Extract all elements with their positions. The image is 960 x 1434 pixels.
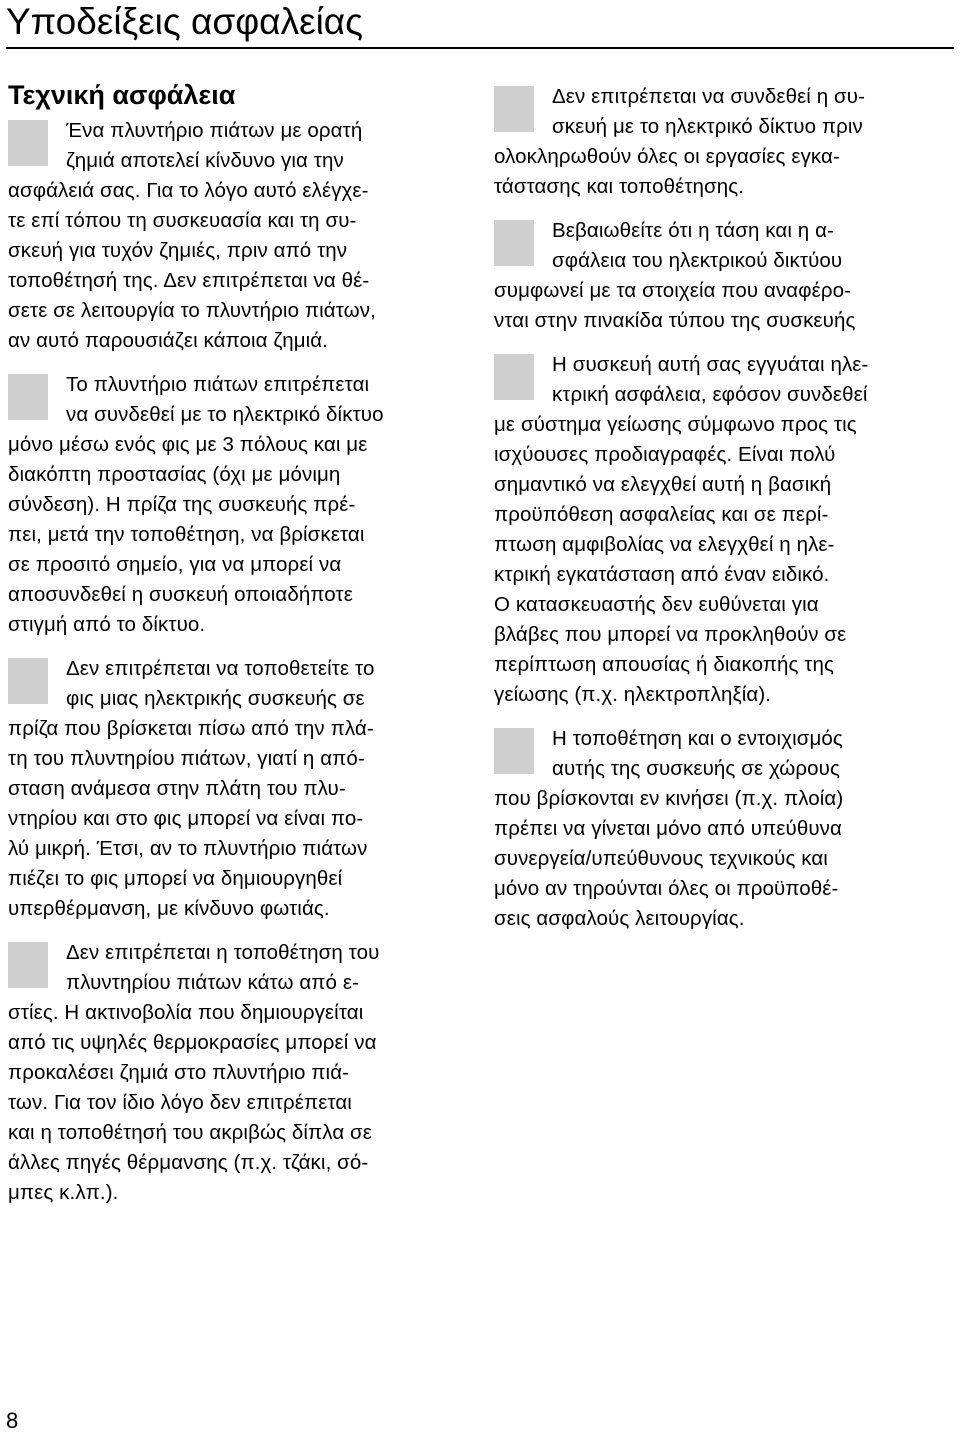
paragraph-line: των. Για τον ίδιο λόγο δεν επιτρέπεται	[8, 1091, 352, 1114]
paragraph-line: λύ μικρή. Έτσι, αν το πλυντήριο πιάτων	[8, 837, 368, 860]
paragraph-line: μπες κ.λπ.).	[8, 1181, 119, 1204]
paragraph-line: ζημιά αποτελεί κίνδυνο για την	[66, 149, 344, 172]
safety-paragraph	[494, 350, 954, 710]
paragraph-line: Δεν επιτρέπεται η τοποθέτηση του	[66, 941, 380, 964]
paragraph-line: πλυντηρίου πιάτων κάτω από ε-	[66, 971, 360, 994]
paragraph-line: Δεν επιτρέπεται να τοποθετείτε το	[66, 657, 375, 680]
paragraph-line: σημαντικό να ελεγχθεί αυτή η βασική	[494, 473, 832, 496]
paragraph-line: Το πλυντήριο πιάτων επιτρέπεται	[66, 373, 370, 396]
paragraph-line: Η συσκευή αυτή σας εγγυάται ηλε-	[552, 353, 869, 376]
paragraph-marker-icon	[8, 658, 48, 704]
page-title: Υποδείξεις ασφαλείας	[6, 1, 364, 42]
paragraph-line: με σύστημα γείωσης σύμφωνο προς τις	[494, 413, 857, 436]
paragraph-marker-icon	[494, 728, 534, 774]
paragraph-line: πρίζα που βρίσκεται πίσω από την πλά-	[8, 717, 374, 740]
safety-paragraph	[8, 938, 468, 1208]
paragraph-line: σεις ασφαλούς λειτουργίας.	[494, 907, 745, 930]
right-column	[494, 82, 954, 948]
paragraph-line: τε επί τόπου τη συσκευασία και τη συ-	[8, 209, 357, 232]
paragraph-line: και η τοποθέτησή του ακριβώς δίπλα σε	[8, 1121, 373, 1144]
paragraph-line: σκευή για τυχόν ζημιές, πριν από την	[8, 239, 348, 262]
paragraph-line: συμφωνεί με τα στοιχεία που αναφέρο-	[494, 279, 852, 302]
paragraph-line: κτρική ασφάλεια, εφόσον συνδεθεί	[552, 383, 868, 406]
page-number: 8	[6, 1408, 19, 1433]
paragraph-line: Ένα πλυντήριο πιάτων με ορατή	[66, 119, 363, 142]
paragraph-line: σταση ανάμεσα στην πλάτη του πλυ-	[8, 777, 346, 800]
paragraph-line: υπερθέρμανση, με κίνδυνο φωτιάς.	[8, 897, 330, 920]
paragraph-line: σφάλεια του ηλεκτρικού δικτύου	[552, 249, 843, 272]
paragraph-line: Η τοποθέτηση και ο εντοιχισμός	[552, 727, 843, 750]
paragraph-line: που βρίσκονται εν κινήσει (π.χ. πλοία)	[494, 787, 844, 810]
paragraph-marker-icon	[494, 86, 534, 132]
paragraph-line: στίες. Η ακτινοβολία που δημιουργείται	[8, 1001, 364, 1024]
paragraph-line: Ο κατασκευαστής δεν ευθύνεται για	[494, 593, 819, 616]
paragraph-line: ασφάλειά σας. Για το λόγο αυτό ελέγχε-	[8, 179, 369, 202]
paragraph-line: γείωσης (π.χ. ηλεκτροπληξία).	[494, 683, 772, 706]
safety-paragraph	[8, 116, 468, 356]
paragraph-line: πτωση αμφιβολίας να ελεγχθεί η ηλε-	[494, 533, 835, 556]
paragraph-line: σε προσιτό σημείο, για να μπορεί να	[8, 553, 342, 576]
paragraph-line: σετε σε λειτουργία το πλυντήριο πιάτων,	[8, 299, 376, 322]
paragraph-line: μόνο μέσω ενός φις με 3 πόλους και με	[8, 433, 368, 456]
safety-paragraph	[494, 216, 954, 336]
paragraph-line: βλάβες που μπορεί να προκληθούν σε	[494, 623, 847, 646]
paragraph-line: να συνδεθεί με το ηλεκτρικό δίκτυο	[66, 403, 384, 426]
paragraph-line: ισχύουσες προδιαγραφές. Είναι πολύ	[494, 443, 836, 466]
paragraph-line: πει, μετά την τοποθέτηση, να βρίσκεται	[8, 523, 365, 546]
left-column	[8, 78, 468, 1222]
paragraph-line: φις μιας ηλεκτρικής συσκευής σε	[66, 687, 365, 710]
paragraph-line: περίπτωση απουσίας ή διακοπής της	[494, 653, 834, 676]
paragraph-line: ολοκληρωθούν όλες οι εργασίες εγκα-	[494, 145, 840, 168]
paragraph-line: μόνο αν τηρούνται όλες οι προϋποθέ-	[494, 877, 839, 900]
paragraph-line: αν αυτό παρουσιάζει κάποια ζημιά.	[8, 329, 329, 352]
safety-paragraph	[494, 724, 954, 934]
paragraph-line: πρέπει να γίνεται μόνο από υπεύθυνα	[494, 817, 842, 840]
left-paragraph-list	[8, 116, 468, 1208]
section-heading: Τεχνική ασφάλεια	[8, 80, 236, 110]
paragraph-marker-icon	[494, 220, 534, 266]
safety-paragraph	[494, 82, 954, 202]
paragraph-line: άλλες πηγές θέρμανσης (π.χ. τζάκι, σό-	[8, 1151, 369, 1174]
right-paragraph-list	[494, 82, 954, 934]
paragraph-line: πιέζει το φις μπορεί να δημιουργηθεί	[8, 867, 343, 890]
paragraph-line: από τις υψηλές θερμοκρασίες μπορεί να	[8, 1031, 377, 1054]
paragraph-line: τοποθέτησή της. Δεν επιτρέπεται να θέ-	[8, 269, 370, 292]
paragraph-line: προϋπόθεση ασφαλείας και σε περί-	[494, 503, 829, 526]
paragraph-line: Βεβαιωθείτε ότι η τάση και η α-	[552, 219, 834, 242]
paragraph-line: στιγμή από το δίκτυο.	[8, 613, 206, 636]
paragraph-line: αποσυνδεθεί η συσκευή οποιαδήποτε	[8, 583, 353, 606]
paragraph-line: τάστασης και τοποθέτησης.	[494, 175, 745, 198]
paragraph-line: ντηρίου και στο φις μπορεί να είναι πο-	[8, 807, 364, 830]
safety-paragraph	[8, 370, 468, 640]
paragraph-line: σύνδεση). Η πρίζα της συσκευής πρέ-	[8, 493, 356, 516]
paragraph-line: διακόπτη προστασίας (όχι με μόνιμη	[8, 463, 341, 486]
paragraph-line: σκευή με το ηλεκτρικό δίκτυο πριν	[552, 115, 863, 138]
paragraph-line: Δεν επιτρέπεται να συνδεθεί η συ-	[552, 85, 866, 108]
paragraph-marker-icon	[8, 120, 48, 166]
safety-paragraph	[8, 654, 468, 924]
paragraph-line: αυτής της συσκευής σε χώρους	[552, 757, 840, 780]
paragraph-line: νται στην πινακίδα τύπου της συσκευής	[494, 309, 856, 332]
paragraph-line: κτρική εγκατάσταση από έναν ειδικό.	[494, 563, 830, 586]
paragraph-line: τη του πλυντηρίου πιάτων, γιατί η απó-	[8, 747, 365, 770]
paragraph-marker-icon	[8, 374, 48, 420]
paragraph-marker-icon	[8, 942, 48, 988]
paragraph-marker-icon	[494, 354, 534, 400]
title-divider	[6, 47, 954, 49]
paragraph-line: προκαλέσει ζημιά στο πλυντήριο πιά-	[8, 1061, 350, 1084]
paragraph-line: συνεργεία/υπεύθυνους τεχνικούς και	[494, 847, 828, 870]
